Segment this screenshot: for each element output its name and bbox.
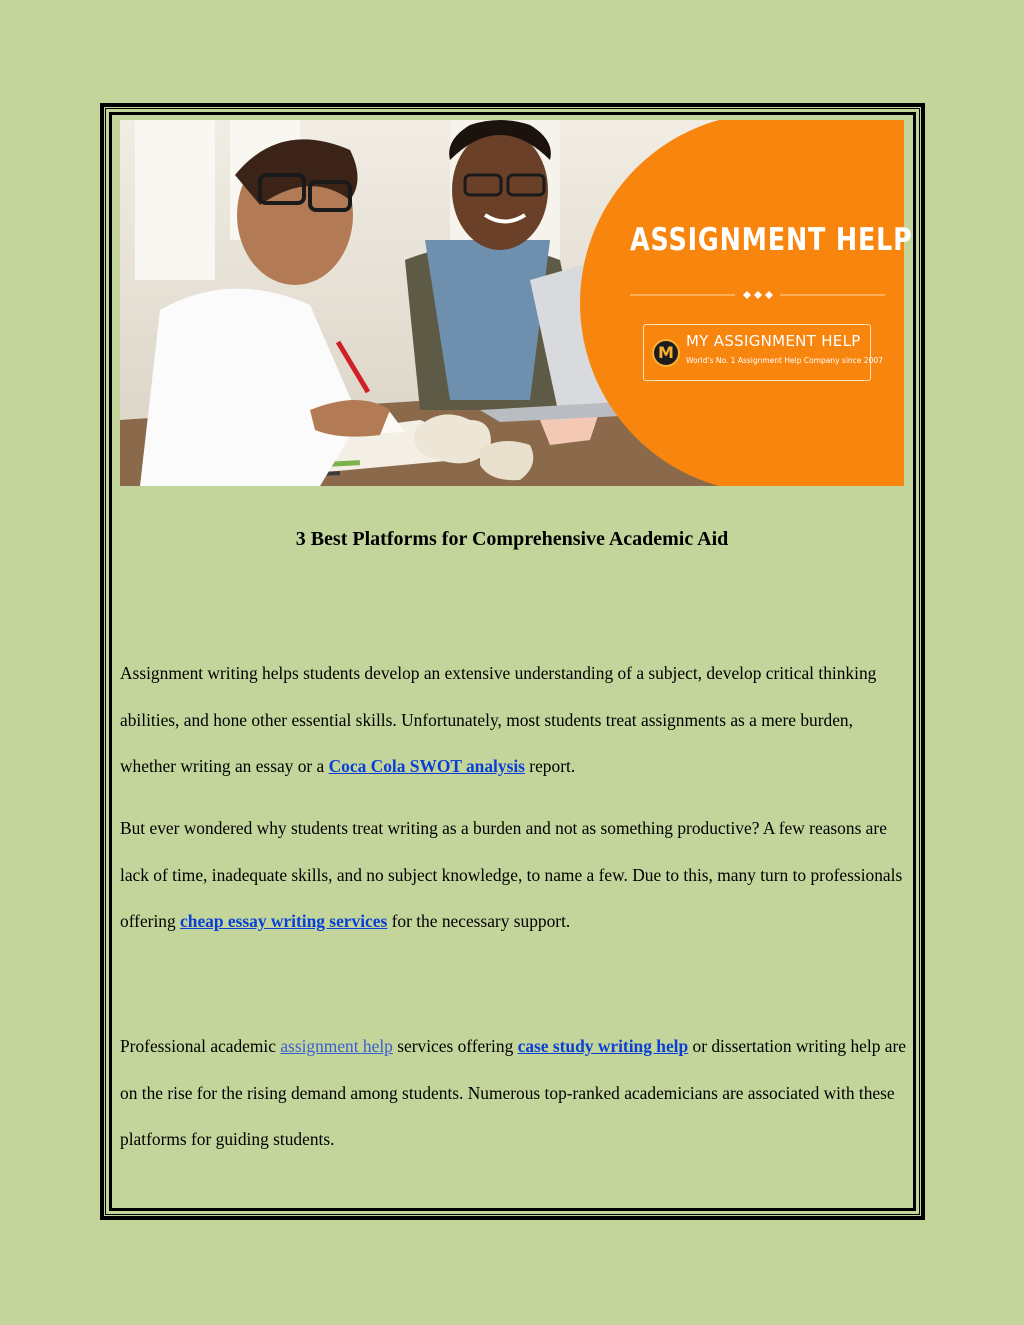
article-title: 3 Best Platforms for Comprehensive Academic Aid [295,528,729,550]
logo-m-icon: M [652,339,680,367]
paragraph-text: for the necessary support. [387,911,571,931]
logo-name: MY ASSIGNMENT HELP [686,332,861,350]
paragraph-text: report. [524,756,576,776]
case-study-writing-link[interactable]: case study writing help [517,1036,689,1056]
paragraph-intro [120,650,910,790]
brand-logo [643,324,883,381]
paragraph-text: But ever wondered why students treat writing as a burden and not as something productive? A few reasons are lack of time, inadequate skills, and no subject knowledge, to name a few. Due to this, many turn to professionals offering [120,818,903,931]
paragraph-text: Assignment writing helps students develop an extensive understanding of a subject, develop critical thinking abilities, and hone other essential skills. Unfortunately, most students treat assignments as a mere burden, whether writing an essay or a [120,663,877,776]
paragraph-text: services offering [392,1036,518,1056]
cheap-essay-writing-link[interactable]: cheap essay writing services [180,911,388,931]
banner-brand-title: ASSIGNMENT HELP [630,222,913,258]
logo-tagline: World's No. 1 Assignment Help Company since 2007 [686,356,883,365]
banner-image [120,120,913,486]
paragraph-services [120,1023,910,1163]
paragraph-text: Professional academic [120,1036,281,1056]
paragraph-reasons [120,805,910,945]
banner-photo-illustration [120,120,913,486]
paragraph-text: or dissertation writing help are on the rise for the rising demand among students. Numerous top-ranked academicians are associated with these platforms for guiding students. [120,1036,906,1149]
coca-cola-swot-link[interactable]: Coca Cola SWOT analysis [328,756,525,776]
assignment-help-link[interactable]: assignment help [280,1036,393,1056]
